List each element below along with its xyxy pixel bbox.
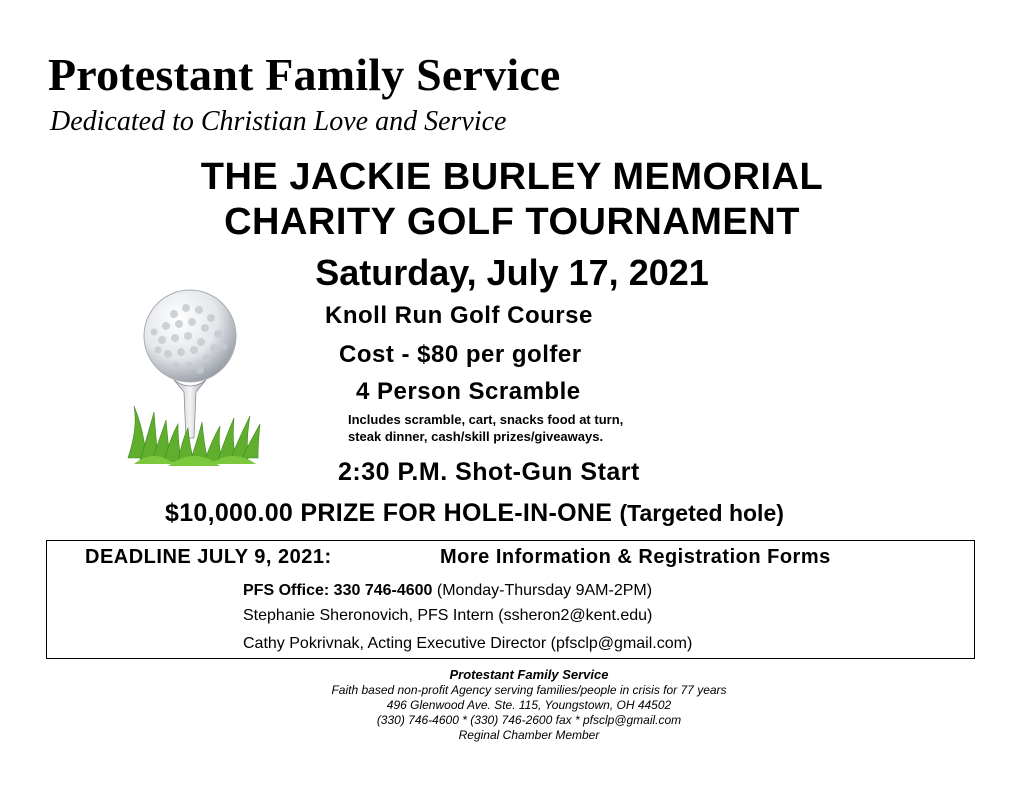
footer-address: 496 Glenwood Ave. Ste. 115, Youngstown, OH 44502 bbox=[386, 698, 672, 712]
event-includes bbox=[348, 411, 623, 445]
event-title-line2: CHARITY GOLF TOURNAMENT bbox=[224, 201, 800, 243]
includes-line1: Includes scramble, cart, snacks food at turn, bbox=[348, 412, 624, 427]
event-date: Saturday, July 17, 2021 bbox=[315, 252, 709, 293]
golf-ball-on-tee-icon bbox=[124, 288, 264, 468]
footer-org-name: Protestant Family Service bbox=[449, 667, 609, 682]
includes-line2: steak dinner, cash/skill prizes/giveaways. bbox=[348, 429, 604, 444]
prize-note: (Targeted hole) bbox=[619, 500, 784, 526]
office-contact bbox=[243, 582, 652, 600]
organization-tagline: Dedicated to Christian Love and Service bbox=[50, 106, 507, 137]
golf-course: Knoll Run Golf Course bbox=[325, 302, 593, 329]
footer-phone-fax: (330) 746-4600 * (330) 746-2600 fax * pfsclp@gmail.com bbox=[376, 713, 682, 727]
prize-text: $10,000.00 PRIZE FOR HOLE-IN-ONE bbox=[165, 499, 613, 527]
footer-membership: Reginal Chamber Member bbox=[458, 728, 600, 742]
more-info-heading: More Information & Registration Forms bbox=[440, 546, 831, 568]
footer-line1: Faith based non-profit Agency serving families/people in crisis for 77 years bbox=[331, 683, 727, 697]
intern-contact: Stephanie Sheronovich, PFS Intern (ssheron2@kent.edu) bbox=[243, 607, 653, 624]
footer bbox=[0, 666, 1024, 743]
office-hours: (Monday-Thursday 9AM-2PM) bbox=[436, 582, 653, 599]
organization-name: Protestant Family Service bbox=[48, 49, 561, 100]
event-format: 4 Person Scramble bbox=[356, 378, 581, 405]
hole-in-one-prize bbox=[165, 499, 784, 528]
event-cost: Cost - $80 per golfer bbox=[339, 341, 582, 368]
event-title-line1: THE JACKIE BURLEY MEMORIAL bbox=[200, 156, 824, 198]
start-time: 2:30 P.M. Shot-Gun Start bbox=[338, 458, 640, 486]
registration-deadline: DEADLINE JULY 9, 2021: bbox=[85, 546, 332, 568]
office-phone: PFS Office: 330 746-4600 bbox=[243, 582, 433, 599]
director-contact: Cathy Pokrivnak, Acting Executive Director (pfsclp@gmail.com) bbox=[243, 635, 693, 652]
